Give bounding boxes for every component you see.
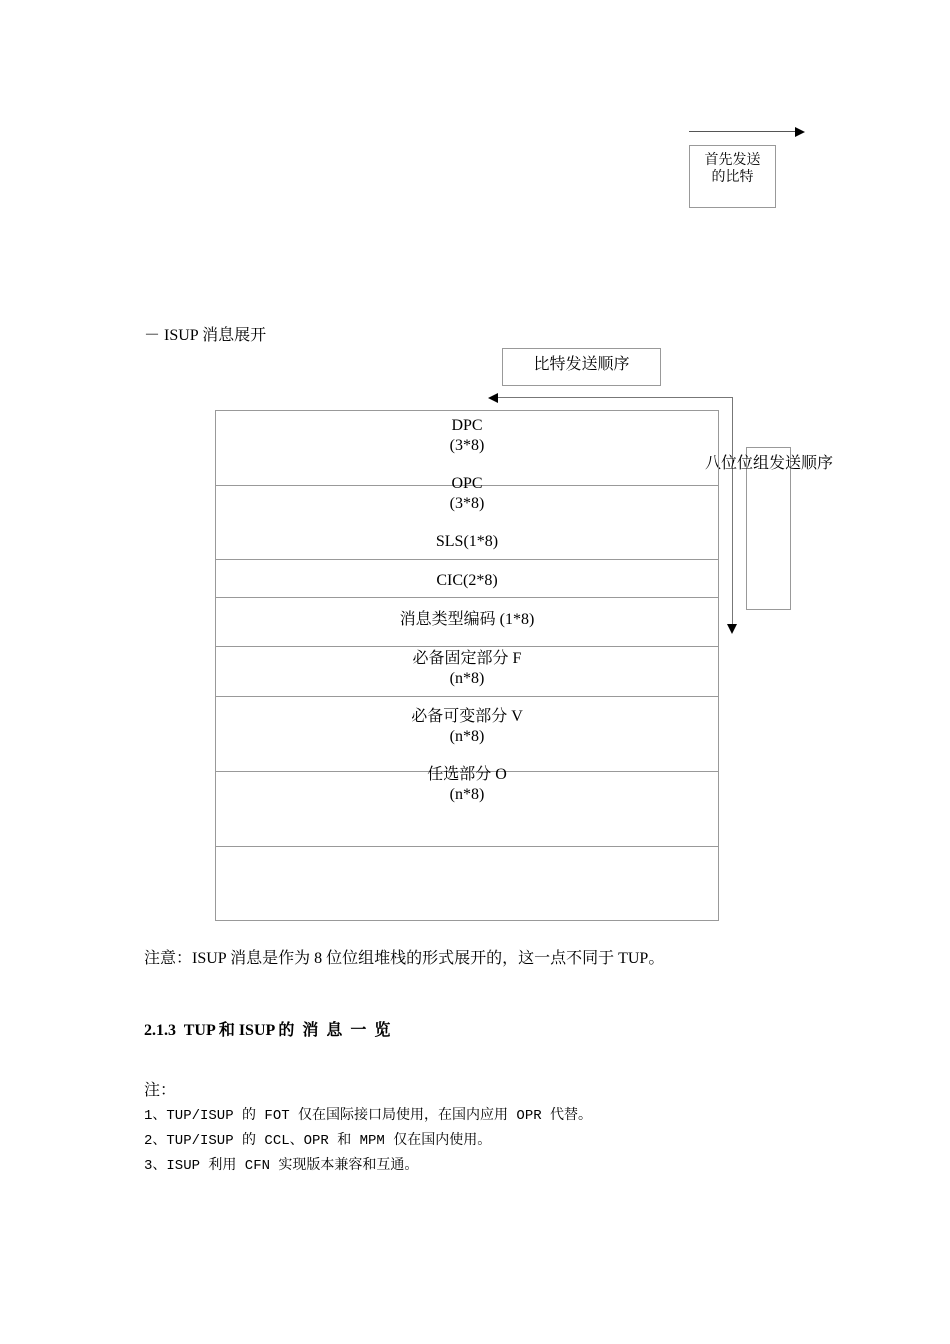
field-opc-name: OPC: [451, 475, 483, 492]
field-opc-size: (3*8): [449, 495, 485, 512]
bit-order-box: [502, 348, 661, 386]
field-mandatory-fixed: [215, 649, 719, 689]
field-dpc-name: DPC: [451, 417, 483, 434]
field-mandatory-fixed-size: (n*8): [449, 670, 485, 687]
first-bit-box: [689, 145, 776, 208]
table-divider: [215, 696, 719, 697]
notes-item: 1、TUP/ISUP 的 FOT 仅在国际接口局使用，在国内应用 OPR 代替。: [144, 1108, 593, 1124]
left-arrow-icon: [488, 393, 498, 403]
first-bit-label-line2: 的比特: [711, 170, 754, 185]
table-divider: [215, 646, 719, 647]
notes-item: 3、ISUP 利用 CFN 实现版本兼容和互通。: [144, 1158, 419, 1174]
bit-order-label: 比特发送顺序: [533, 356, 630, 373]
octet-order-label: 八位位组发送顺序: [705, 455, 834, 472]
section-title: － ISUP 消息展开: [144, 327, 267, 344]
field-optional-name: 任选部分 O: [427, 766, 507, 783]
notes-item: 2、TUP/ISUP 的 CCL、OPR 和 MPM 仅在国内使用。: [144, 1133, 492, 1149]
field-optional: [215, 765, 719, 805]
table-divider: [215, 846, 719, 847]
note-line: 注意：ISUP 消息是作为 8 位位组堆栈的形式展开的，这一点不同于 TUP。: [144, 950, 665, 967]
field-opc: [215, 474, 719, 514]
notes-title: 注：: [144, 1082, 177, 1099]
field-mandatory-variable: [215, 707, 719, 747]
right-arrow-icon: [795, 127, 805, 137]
field-sls-name: SLS(1*8): [435, 533, 499, 550]
field-dpc: [215, 416, 719, 456]
bit-order-arrow-line: [496, 397, 732, 398]
field-sls: [215, 532, 719, 552]
section-heading: 2.1.3 TUP 和 ISUP 的 消 息 一 览: [144, 1022, 391, 1039]
field-cic-name: CIC(2*8): [436, 572, 498, 589]
field-mandatory-variable-name: 必备可变部分 V: [411, 708, 523, 725]
field-dpc-size: (3*8): [449, 437, 485, 454]
first-bit-label-line1: 首先发送: [704, 153, 761, 168]
field-message-type-name: 消息类型编码 (1*8): [399, 611, 535, 628]
table-divider: [215, 597, 719, 598]
field-mandatory-variable-size: (n*8): [449, 728, 485, 745]
down-arrow-icon: [727, 624, 737, 634]
field-mandatory-fixed-name: 必备固定部分 F: [412, 650, 522, 667]
field-optional-size: (n*8): [449, 786, 485, 803]
top-arrow-line: [689, 131, 797, 132]
table-divider: [215, 559, 719, 560]
field-cic: [215, 571, 719, 591]
field-message-type: [215, 610, 719, 630]
octet-order-arrow-line: [732, 397, 733, 625]
